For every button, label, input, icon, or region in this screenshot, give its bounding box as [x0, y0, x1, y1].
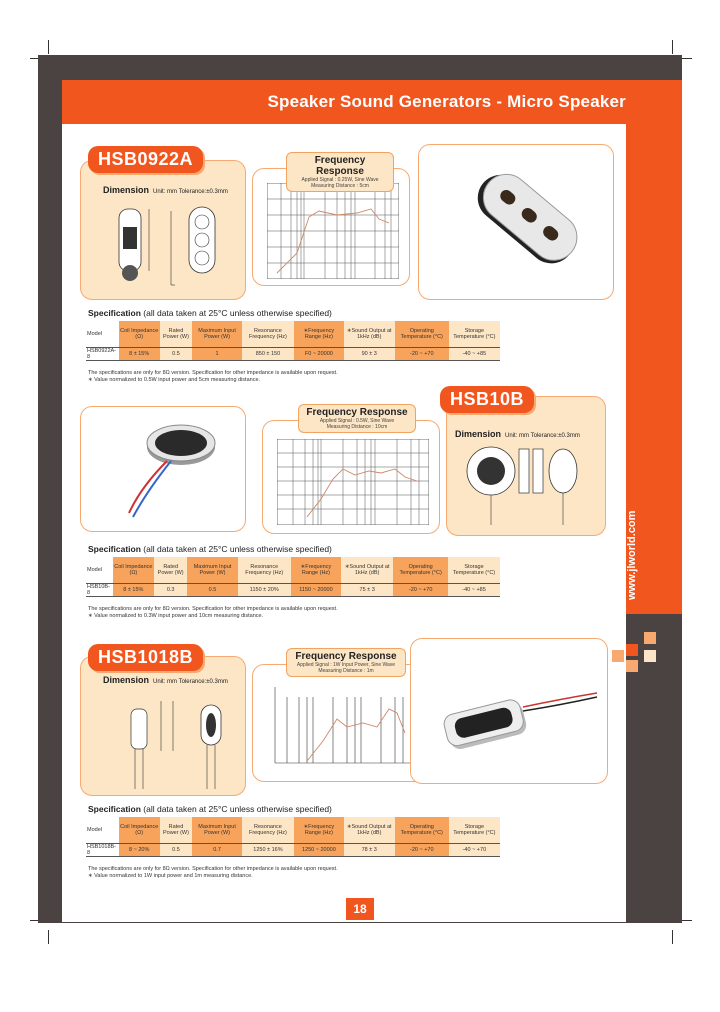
spec-header-cell: Maximum Input Power (W) — [192, 817, 241, 844]
spec-cell: -40 ~ +85 — [448, 584, 500, 597]
spec-header-cell: Rated Power (W) — [160, 817, 193, 844]
frequency-chart — [267, 687, 419, 775]
spec-notes — [88, 866, 338, 880]
spec-header-cell: Storage Temperature (°C) — [449, 321, 500, 348]
spec-cell: 0.5 — [187, 584, 237, 597]
spec-note: ∗ Value normalized to 1W input power and 1m measuring distance. — [88, 873, 253, 879]
spec-subtitle: (all data taken at 25°C unless otherwise specified) — [143, 804, 332, 814]
frequency-response-label — [298, 404, 416, 433]
spec-cell: -20 ~ +70 — [395, 348, 449, 361]
spec-cell: 75 ± 3 — [341, 584, 393, 597]
spec-header-cell: Resonance Frequency (Hz) — [238, 557, 291, 584]
spec-header-cell: Storage Temperature (°C) — [449, 817, 500, 844]
decor-square — [626, 644, 638, 656]
frequency-subtitle: Applied Signal : 1W Input Power, Sine Wave — [296, 662, 396, 668]
spec-header-cell: Operating Temperature (°C) — [393, 557, 448, 584]
decor-square — [644, 650, 656, 662]
spec-cell: 90 ± 3 — [344, 348, 395, 361]
page-number: 18 — [346, 898, 374, 920]
spec-table — [86, 557, 500, 597]
spec-cell: -20 ~ +70 — [395, 844, 449, 857]
model-badge: HSB1018B — [88, 644, 203, 671]
frequency-subtitle: Measuring Distance : 1m — [318, 668, 374, 674]
spec-cell: -40 ~ +70 — [449, 844, 500, 857]
decor-square — [612, 650, 624, 662]
spec-note: ∗ Value normalized to 0.3W input power and 10cm measuring distance. — [88, 613, 264, 619]
dimension-panel — [80, 656, 246, 796]
crop-mark — [48, 40, 49, 54]
frequency-subtitle: Applied Signal : 0.25W, Sine Wave — [301, 177, 379, 183]
frequency-panel — [262, 420, 440, 534]
frequency-response-label — [286, 648, 406, 677]
spec-heading — [88, 804, 332, 814]
spec-cell: HSB0922A-8 — [86, 348, 119, 361]
spec-cell: 0.5 — [160, 844, 193, 857]
spec-header-cell: Model — [86, 557, 113, 584]
decor-square — [626, 660, 638, 672]
spec-cell: HSB10B-8 — [86, 584, 113, 597]
spec-header-cell: ∗Sound Output at 1kHz (dB) — [341, 557, 393, 584]
frequency-title: Frequency Response — [306, 407, 408, 418]
frequency-subtitle: Measuring Distance : 5cm — [311, 183, 369, 189]
frequency-chart — [267, 183, 399, 279]
spec-header-cell: Coil Impedance (Ω) — [119, 321, 160, 348]
dimension-panel — [80, 160, 246, 300]
spec-header-cell: ∗Sound Output at 1kHz (dB) — [344, 321, 395, 348]
spec-header-cell: Operating Temperature (°C) — [395, 321, 449, 348]
crop-mark — [672, 40, 673, 54]
photo-panel — [418, 144, 614, 300]
spec-note: The specifications are only for 8Ω version. Specification for other impedance is available upon request. — [88, 606, 338, 612]
frequency-subtitle: Measuring Distance : 10cm — [326, 424, 388, 430]
dimension-title: Dimension Unit: mm Tolerance:±0.3mm — [455, 429, 580, 439]
spec-header-cell: Resonance Frequency (Hz) — [242, 321, 294, 348]
spec-subtitle: (all data taken at 25°C unless otherwise specified) — [143, 308, 332, 318]
frequency-panel — [252, 664, 430, 782]
spec-header-cell: Coil Impedance (Ω) — [119, 817, 160, 844]
spec-header-cell: ∗Frequency Range (Hz) — [294, 321, 344, 348]
website-url: www.jlworld.com — [626, 510, 638, 600]
spec-header-cell: Rated Power (W) — [154, 557, 187, 584]
spec-cell: 1250 ± 16% — [242, 844, 294, 857]
spec-cell: 1 — [192, 348, 241, 361]
dimension-drawing — [111, 201, 231, 291]
model-badge: HSB0922A — [88, 146, 203, 173]
spec-header-cell: Model — [86, 817, 119, 844]
photo-panel — [80, 406, 246, 532]
spec-notes — [88, 370, 338, 384]
dimension-title: Dimension Unit: mm Tolerance:±0.3mm — [103, 185, 228, 195]
spec-cell: 8 ± 15% — [119, 348, 160, 361]
spec-cell: 0.3 — [154, 584, 187, 597]
spec-note: The specifications are only for 8Ω version. Specification for other impedance is available upon request. — [88, 866, 338, 872]
spec-cell: 0.5 — [160, 348, 193, 361]
spec-heading — [88, 308, 332, 318]
spec-header-cell: ∗Sound Output at 1kHz (dB) — [344, 817, 395, 844]
spec-header-cell: Resonance Frequency (Hz) — [242, 817, 294, 844]
spec-table — [86, 321, 500, 361]
spec-cell: F0 ~ 20000 — [294, 348, 344, 361]
spec-notes — [88, 606, 338, 620]
spec-header-cell: Storage Temperature (°C) — [448, 557, 500, 584]
spec-cell: 1150 ± 20% — [238, 584, 291, 597]
page-title: Speaker Sound Generators - Micro Speaker — [267, 92, 626, 111]
spec-cell: 1150 ~ 20000 — [291, 584, 341, 597]
spec-header-cell: Operating Temperature (°C) — [395, 817, 449, 844]
decor-square — [644, 632, 656, 644]
frequency-subtitle: Applied Signal : 0.5W, Sine Wave — [319, 418, 395, 424]
frequency-title: Frequency Response — [314, 155, 366, 177]
dimension-drawing — [101, 691, 241, 791]
spec-subtitle: (all data taken at 25°C unless otherwise specified) — [143, 544, 332, 554]
spec-cell: 1250 ~ 20000 — [294, 844, 344, 857]
spec-cell: HSB1018B-8 — [86, 844, 119, 857]
frequency-response-label — [286, 152, 394, 192]
speaker-photo — [431, 679, 601, 759]
spec-cell: 78 ± 3 — [344, 844, 395, 857]
speaker-photo — [459, 155, 589, 285]
spec-header-cell: ∗Frequency Range (Hz) — [294, 817, 344, 844]
spec-title: Specification — [88, 804, 141, 814]
spec-header-cell: Maximum Input Power (W) — [187, 557, 237, 584]
crop-mark — [672, 930, 673, 944]
frequency-title: Frequency Response — [295, 651, 397, 662]
dimension-title: Dimension Unit: mm Tolerance:±0.3mm — [103, 675, 228, 685]
spec-cell: 0.7 — [192, 844, 241, 857]
spec-cell: 8 ~ 20% — [119, 844, 160, 857]
spec-heading — [88, 544, 332, 554]
frequency-chart — [277, 439, 429, 525]
spec-header-cell: Maximum Input Power (W) — [192, 321, 241, 348]
spec-table — [86, 817, 500, 857]
spec-cell: -40 ~ +85 — [449, 348, 500, 361]
title-bar — [62, 80, 682, 124]
spec-header-cell: Rated Power (W) — [160, 321, 193, 348]
photo-panel — [410, 638, 608, 784]
spec-cell: 8 ± 15% — [113, 584, 154, 597]
dimension-panel — [446, 396, 606, 536]
crop-mark — [48, 930, 49, 944]
spec-cell: 850 ± 150 — [242, 348, 294, 361]
spec-title: Specification — [88, 544, 141, 554]
dimension-drawing — [453, 443, 603, 529]
spec-header-cell: ∗Frequency Range (Hz) — [291, 557, 341, 584]
spec-header-cell: Coil Impedance (Ω) — [113, 557, 154, 584]
spec-note: ∗ Value normalized to 0.5W input power and 5cm measuring distance. — [88, 377, 261, 383]
spec-cell: -20 ~ +70 — [393, 584, 448, 597]
spec-note: The specifications are only for 8Ω version. Specification for other impedance is available upon request. — [88, 370, 338, 376]
speaker-photo — [101, 417, 231, 527]
spec-header-cell: Model — [86, 321, 119, 348]
spec-title: Specification — [88, 308, 141, 318]
model-badge: HSB10B — [440, 386, 534, 413]
